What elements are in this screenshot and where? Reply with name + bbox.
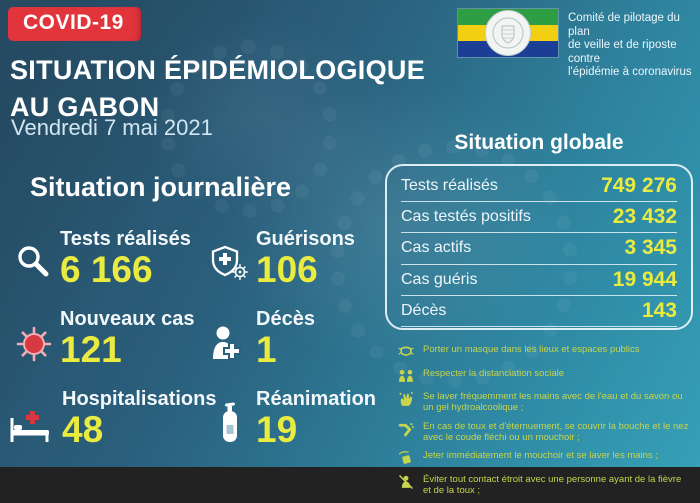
- row-label: Cas guéris: [401, 270, 478, 288]
- table-row: [401, 265, 677, 296]
- committee-name-line1: Comité de pilotage du plan: [568, 12, 680, 38]
- row-value: 19 944: [612, 267, 677, 291]
- distancing-icon: [398, 368, 414, 384]
- shield-cross-icon: [208, 244, 252, 284]
- recommendation-text: Se laver fréquemment les mains avec de l'eau et du savon ou un gel hydroalcoolique ;: [423, 391, 683, 413]
- stat-label: Hospitalisations: [62, 388, 217, 410]
- avoid-contact-icon: [398, 474, 414, 490]
- stat-label: Décès: [256, 308, 315, 330]
- table-row: [401, 233, 677, 264]
- committee-emblem-icon: [485, 10, 531, 56]
- magnifier-icon: [12, 244, 56, 284]
- stat-recoveries: [208, 228, 355, 289]
- report-date: Vendredi 7 mai 2021: [11, 115, 213, 140]
- recommendation-text: Porter un masque dans les lieux et espaces publics: [423, 344, 640, 355]
- recommendation-text: Respecter la distanciation sociale: [423, 367, 564, 379]
- stat-reanimation: [208, 388, 376, 449]
- committee-logo: [458, 9, 700, 80]
- recommendation-text: En cas de toux et d'éternuement, se couvrir la bouche et le nez avec le coude fléchi ou un mouchoir ;: [423, 420, 689, 443]
- row-value: 3 345: [624, 236, 677, 260]
- stat-hospitalisations: [6, 388, 216, 449]
- row-label: Cas actifs: [401, 239, 472, 257]
- covid-badge: COVID-19: [8, 7, 141, 41]
- stat-label: Guérisons: [256, 228, 355, 250]
- recommendation-text: Éviter tout contact étroit avec une personne ayant de la fièvre et de la toux ;: [423, 473, 682, 496]
- committee-name-line3: l'épidémie à coronavirus: [568, 66, 692, 78]
- global-section-title: Situation globale: [454, 131, 624, 154]
- throw-tissue-icon: [398, 450, 414, 466]
- hand-wash-icon: [398, 391, 414, 407]
- stat-value: 6 166: [60, 249, 153, 290]
- list-item: [398, 368, 690, 384]
- row-label: Décès: [401, 301, 447, 319]
- stat-tests: [12, 228, 191, 289]
- table-row: [401, 296, 677, 327]
- page-title-line2: AU GABON: [10, 92, 160, 122]
- committee-name-line2: de veille et de riposte contre: [568, 39, 677, 65]
- row-value: 749 276: [601, 174, 677, 198]
- stat-label: Tests réalisés: [60, 228, 191, 250]
- stat-value: 121: [60, 329, 122, 370]
- stat-value: 19: [256, 409, 298, 450]
- table-row: [401, 202, 677, 233]
- row-value: 143: [641, 298, 677, 322]
- page-title-line1: SITUATION ÉPIDÉMIOLOGIQUE: [10, 55, 426, 85]
- table-row: [401, 171, 677, 202]
- stat-label: Réanimation: [256, 388, 377, 410]
- stat-new-cases: [12, 308, 195, 369]
- oxygen-tank-icon: [208, 402, 252, 444]
- stat-value: 1: [256, 329, 277, 370]
- list-item: [398, 391, 690, 413]
- virus-icon: [12, 324, 56, 364]
- stat-value: 106: [256, 249, 318, 290]
- gabon-flag-icon: [458, 9, 558, 57]
- stat-value: 48: [62, 409, 104, 450]
- list-item: [398, 344, 690, 360]
- mask-icon: [398, 344, 414, 360]
- person-cross-icon: [208, 324, 252, 364]
- row-value: 23 432: [612, 205, 677, 229]
- row-label: Tests réalisés: [401, 177, 498, 195]
- stat-label: Nouveaux cas: [60, 308, 195, 330]
- recommendations-list: [398, 344, 690, 503]
- global-stats-table: [385, 164, 693, 330]
- recommendation-text: Jeter immédiatement le mouchoir et se laver les mains ;: [423, 450, 658, 461]
- row-label: Cas testés positifs: [401, 208, 531, 226]
- hospital-bed-icon: [6, 410, 58, 444]
- list-item: [398, 450, 690, 466]
- cough-elbow-icon: [398, 421, 414, 437]
- daily-section-title: Situation journalière: [30, 172, 292, 202]
- stat-deaths: [208, 308, 315, 369]
- list-item: [398, 421, 690, 443]
- committee-name: [568, 9, 700, 80]
- list-item: [398, 474, 690, 496]
